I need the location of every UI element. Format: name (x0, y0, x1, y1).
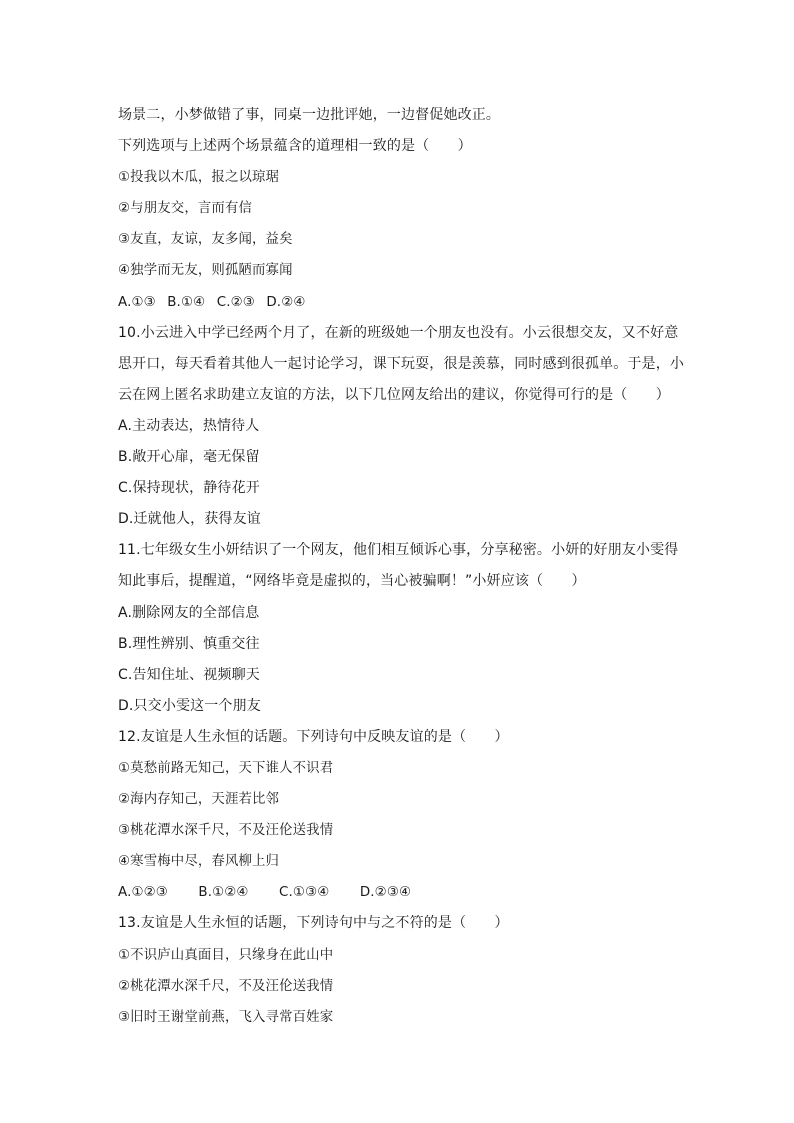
question-10-choice-c: C.保持现状，静待花开 (118, 480, 260, 497)
statement-4: ④独学而无友，则孤陋而寡闻 (118, 263, 293, 279)
question-9-prompt: 下列选项与上述两个场景蕴含的道理相一致的是（ ） (118, 138, 472, 155)
statement-1: ①投我以木瓜，报之以琼琚 (118, 170, 280, 186)
poem-option-3: ③旧时王谢堂前燕，飞入寻常百姓家 (118, 1009, 334, 1025)
choice-b: B.①④ (167, 294, 206, 310)
poem-line-2: ②海内存知己，天涯若比邻 (118, 792, 280, 808)
choice-c: C.②③ (216, 294, 255, 310)
scene-two-text: 场景二，小梦做错了事，同桌一边批评她，一边督促她改正。 (118, 107, 501, 123)
poem-option-2: ②桃花潭水深千尺，不及汪伦送我情 (118, 978, 334, 994)
question-12-prompt: 12.友谊是人生永恒的话题。下列诗句中反映友谊的是（ ） (118, 728, 509, 745)
question-11-text-line-2: 知此事后，提醒道，“网络毕竟是虚拟的，当心被骗啊！”小妍应该（ ） (118, 573, 586, 590)
choice-b: B.①②④ (198, 885, 249, 901)
choice-d: D.②③④ (359, 885, 412, 901)
document-body (118, 100, 688, 1033)
poem-line-1: ①莫愁前路无知己，天下谁人不识君 (118, 760, 334, 776)
question-10-text-line-3: 云在网上匿名求助建立友谊的方法，以下几位网友给出的建议，你觉得可行的是（ ） (118, 386, 670, 403)
question-11-choice-a: A.删除网友的全部信息 (118, 604, 260, 621)
poem-line-3: ③桃花潭水深千尺，不及汪伦送我情 (118, 823, 334, 839)
choice-a: A.①③ (118, 294, 156, 310)
poem-option-1: ①不识庐山真面目，只缘身在此山中 (118, 947, 334, 963)
question-10-text-line-2: 思开口，每天看着其他人一起讨论学习，课下玩耍，很是羡慕，同时感到很孤单。于是，小 (118, 355, 684, 372)
question-11-choice-c: C.告知住址、视频聊天 (118, 666, 260, 683)
question-9-choices (118, 287, 688, 318)
question-10-choice-a: A.主动表达，热情待人 (118, 417, 260, 434)
question-12-choices (118, 877, 688, 908)
statement-3: ③友直，友谅，友多闻，益矣 (118, 232, 293, 248)
question-10-choice-b: B.敞开心扉，毫无保留 (118, 449, 260, 466)
question-13-prompt: 13.友谊是人生永恒的话题，下列诗句中与之不符的是（ ） (118, 915, 509, 932)
choice-a: A.①②③ (118, 885, 168, 901)
question-11-choice-d: D.只交小雯这一个朋友 (118, 697, 261, 714)
poem-line-4: ④寒雪梅中尽，春风柳上归 (118, 854, 280, 870)
question-11-text-line-1: 11.七年级女生小妍结识了一个网友，他们相互倾诉心事，分享秘密。小妍的好朋友小雯得 (118, 542, 679, 559)
choice-d: D.②④ (266, 294, 306, 310)
question-10-choice-d: D.迁就他人，获得友谊 (118, 511, 261, 528)
statement-2: ②与朋友交，言而有信 (118, 201, 253, 217)
choice-c: C.①③④ (279, 885, 330, 901)
question-10-text-line-1: 10.小云进入中学已经两个月了，在新的班级她一个朋友也没有。小云很想交友，又不好意 (118, 324, 679, 341)
question-11-choice-b: B.理性辨别、慎重交往 (118, 635, 260, 652)
